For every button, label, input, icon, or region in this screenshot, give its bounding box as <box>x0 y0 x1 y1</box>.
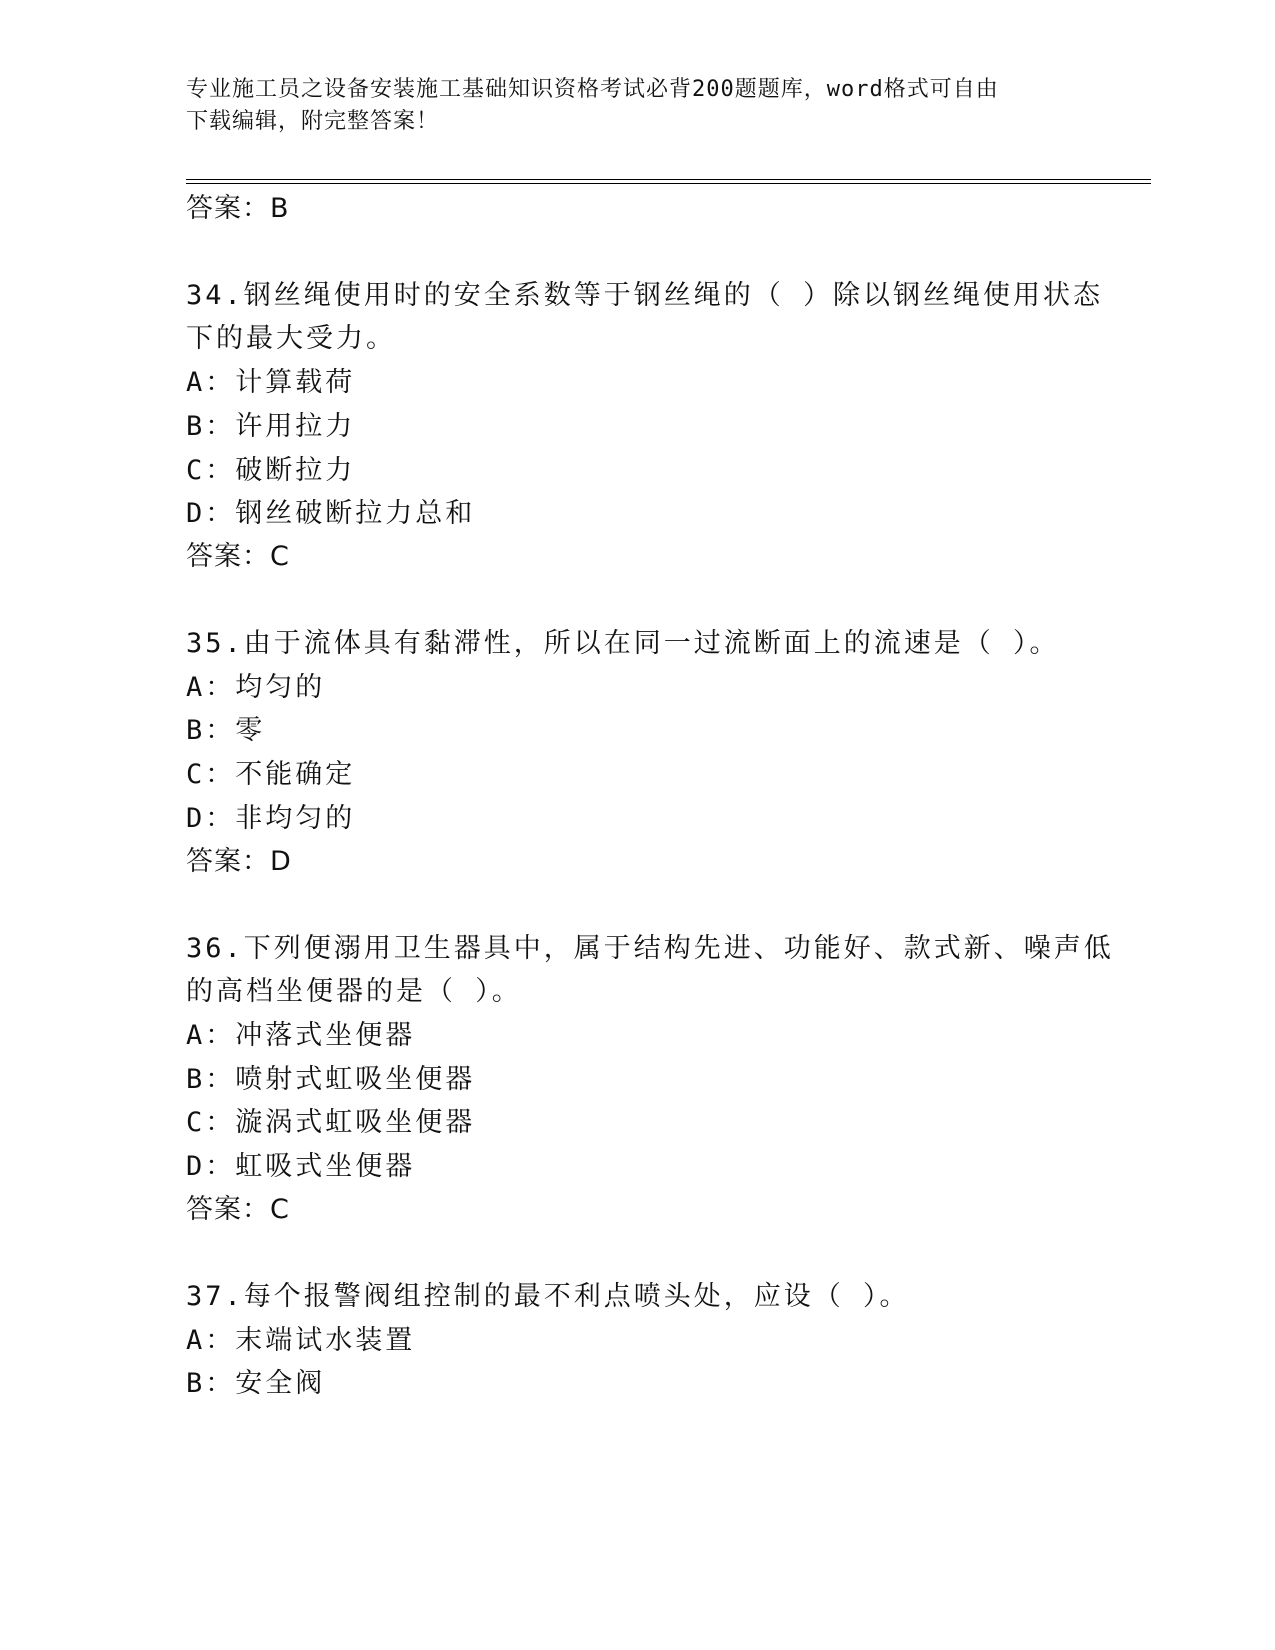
question-35-option-c: C：不能确定 <box>186 759 356 790</box>
previous-answer: 答案：B <box>186 193 290 224</box>
question-35-option-b: B：零 <box>186 715 266 746</box>
question-36-option-a: A：冲落式坐便器 <box>186 1020 416 1051</box>
question-36-option-d: D：虹吸式坐便器 <box>186 1151 416 1182</box>
question-37-stem-line-1: 37.每个报警阀组控制的最不利点喷头处，应设（ ）。 <box>186 1281 910 1312</box>
question-36-option-c: C：漩涡式虹吸坐便器 <box>186 1107 476 1138</box>
question-37-option-b: B：安全阀 <box>186 1368 326 1399</box>
header-rule-bottom <box>186 183 1151 184</box>
header-rule-top <box>186 179 1151 180</box>
question-34-option-b: B：许用拉力 <box>186 411 356 442</box>
document-header <box>186 74 1076 138</box>
header-line-2: 下载编辑，附完整答案！ <box>186 109 440 134</box>
question-34-answer: 答案：C <box>186 541 290 572</box>
header-line-1: 专业施工员之设备安装施工基础知识资格考试必背200题题库，word格式可自由 <box>186 77 999 102</box>
question-35-stem-line-1: 35.由于流体具有黏滞性，所以在同一过流断面上的流速是（ ）。 <box>186 628 1060 659</box>
question-34-option-a: A：计算载荷 <box>186 367 356 398</box>
question-36-option-b: B：喷射式虹吸坐便器 <box>186 1064 476 1095</box>
question-34-stem-line-2: 下的最大受力。 <box>186 323 396 354</box>
question-35-option-a: A：均匀的 <box>186 672 326 703</box>
question-37-option-a: A：末端试水装置 <box>186 1325 416 1356</box>
question-35-answer: 答案：D <box>186 846 292 877</box>
question-36-answer: 答案：C <box>186 1194 290 1225</box>
question-35-option-d: D：非均匀的 <box>186 803 356 834</box>
question-34-stem-line-1: 34.钢丝绳使用时的安全系数等于钢丝绳的（ ）除以钢丝绳使用状态 <box>186 280 1104 311</box>
question-34-option-c: C：破断拉力 <box>186 455 356 486</box>
question-34-option-d: D：钢丝破断拉力总和 <box>186 498 476 529</box>
question-36-stem-line-2: 的高档坐便器的是（ ）。 <box>186 976 522 1007</box>
question-36-stem-line-1: 36.下列便溺用卫生器具中，属于结构先进、功能好、款式新、噪声低 <box>186 933 1114 964</box>
